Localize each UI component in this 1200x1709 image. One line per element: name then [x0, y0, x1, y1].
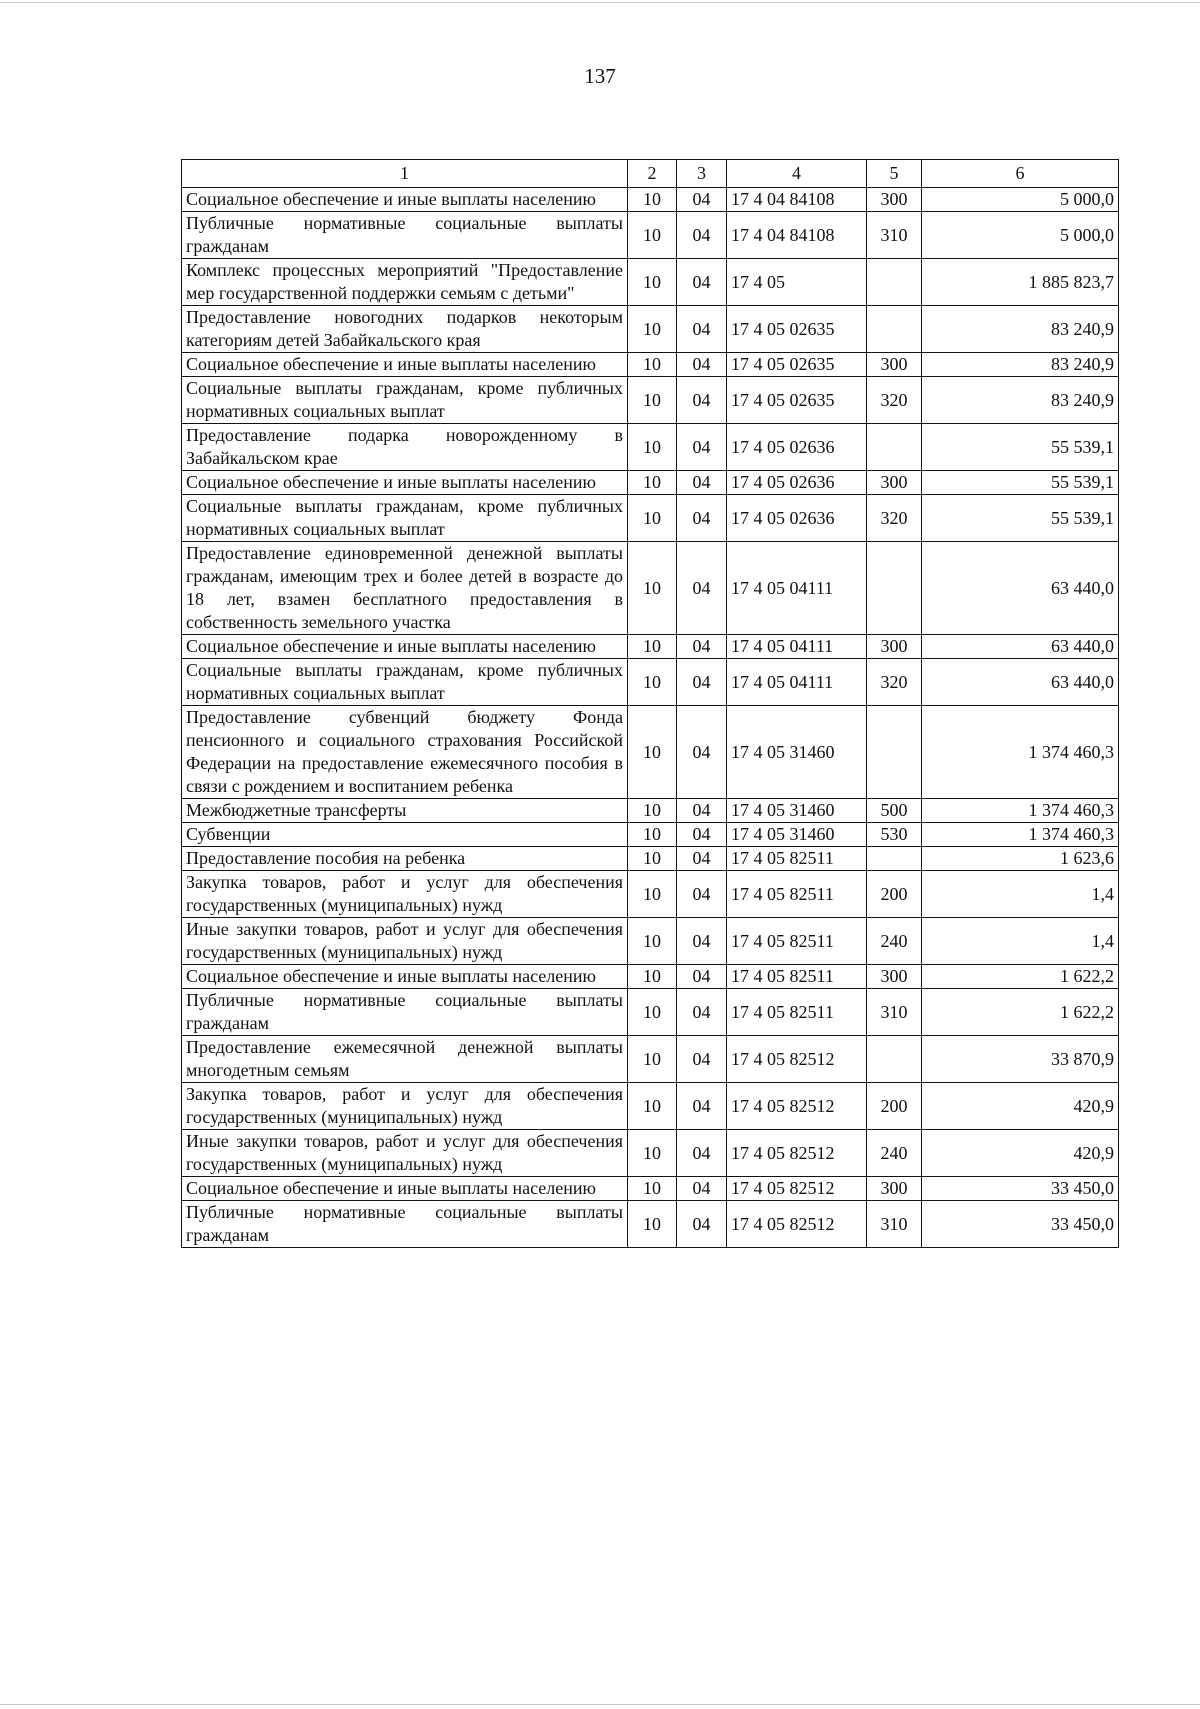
row-section: 10 — [628, 989, 677, 1036]
row-expense-type: 320 — [867, 495, 922, 542]
row-target-code: 17 4 05 82511 — [727, 918, 867, 965]
row-amount: 83 240,9 — [922, 377, 1119, 424]
row-section: 10 — [628, 823, 677, 847]
row-subsection: 04 — [677, 188, 727, 212]
table-row — [182, 542, 1119, 635]
table-row — [182, 871, 1119, 918]
row-amount: 1 622,2 — [922, 989, 1119, 1036]
row-section: 10 — [628, 306, 677, 353]
header-col-3: 3 — [677, 160, 727, 188]
row-name: Иные закупки товаров, работ и услуг для обеспечения государственных (муниципальных) нужд — [182, 918, 628, 965]
row-amount: 63 440,0 — [922, 659, 1119, 706]
table-row — [182, 706, 1119, 799]
row-name: Предоставление субвенций бюджету Фонда пенсионного и социального страхования Российской Федерации на предоставление ежемесячного пособия в связи с рождением и воспитанием ребенка — [182, 706, 628, 799]
table-row — [182, 1201, 1119, 1248]
row-expense-type: 310 — [867, 1201, 922, 1248]
row-target-code: 17 4 05 04111 — [727, 635, 867, 659]
row-name: Предоставление пособия на ребенка — [182, 847, 628, 871]
row-name: Социальное обеспечение и иные выплаты населению — [182, 1177, 628, 1201]
row-subsection: 04 — [677, 1201, 727, 1248]
row-section: 10 — [628, 918, 677, 965]
row-name: Предоставление подарка новорожденному в Забайкальском крае — [182, 424, 628, 471]
table-row — [182, 847, 1119, 871]
row-amount: 55 539,1 — [922, 424, 1119, 471]
table-row — [182, 259, 1119, 306]
row-name: Предоставление единовременной денежной выплаты гражданам, имеющим трех и более детей в возрасте до 18 лет, взамен бесплатного предоставления в собственность земельного участка — [182, 542, 628, 635]
row-subsection: 04 — [677, 871, 727, 918]
row-amount: 83 240,9 — [922, 353, 1119, 377]
row-target-code: 17 4 05 04111 — [727, 659, 867, 706]
row-target-code: 17 4 05 82512 — [727, 1036, 867, 1083]
row-section: 10 — [628, 259, 677, 306]
row-target-code: 17 4 04 84108 — [727, 188, 867, 212]
row-name: Социальные выплаты гражданам, кроме публичных нормативных социальных выплат — [182, 659, 628, 706]
row-section: 10 — [628, 471, 677, 495]
header-col-2: 2 — [628, 160, 677, 188]
table-row — [182, 823, 1119, 847]
row-subsection: 04 — [677, 306, 727, 353]
row-section: 10 — [628, 377, 677, 424]
row-subsection: 04 — [677, 377, 727, 424]
row-target-code: 17 4 05 31460 — [727, 706, 867, 799]
row-target-code: 17 4 05 82511 — [727, 965, 867, 989]
row-target-code: 17 4 05 02635 — [727, 353, 867, 377]
row-amount: 420,9 — [922, 1083, 1119, 1130]
row-amount: 1 885 823,7 — [922, 259, 1119, 306]
table-row — [182, 188, 1119, 212]
row-expense-type: 300 — [867, 1177, 922, 1201]
row-target-code: 17 4 05 04111 — [727, 542, 867, 635]
row-section: 10 — [628, 1177, 677, 1201]
row-expense-type: 200 — [867, 1083, 922, 1130]
row-amount: 33 450,0 — [922, 1201, 1119, 1248]
row-name: Публичные нормативные социальные выплаты гражданам — [182, 1201, 628, 1248]
row-expense-type: 310 — [867, 989, 922, 1036]
row-subsection: 04 — [677, 495, 727, 542]
row-target-code: 17 4 05 02636 — [727, 424, 867, 471]
row-amount: 55 539,1 — [922, 495, 1119, 542]
row-amount: 1,4 — [922, 871, 1119, 918]
budget-table — [181, 159, 1119, 1248]
row-section: 10 — [628, 871, 677, 918]
row-subsection: 04 — [677, 823, 727, 847]
header-col-4: 4 — [727, 160, 867, 188]
header-col-5: 5 — [867, 160, 922, 188]
row-name: Субвенции — [182, 823, 628, 847]
table-row — [182, 635, 1119, 659]
row-name: Комплекс процессных мероприятий "Предоставление мер государственной поддержки семьям с детьми" — [182, 259, 628, 306]
row-target-code: 17 4 05 82512 — [727, 1201, 867, 1248]
row-subsection: 04 — [677, 799, 727, 823]
row-name: Иные закупки товаров, работ и услуг для обеспечения государственных (муниципальных) нужд — [182, 1130, 628, 1177]
row-subsection: 04 — [677, 259, 727, 306]
table-row — [182, 799, 1119, 823]
row-name: Закупка товаров, работ и услуг для обеспечения государственных (муниципальных) нужд — [182, 871, 628, 918]
row-target-code: 17 4 05 82511 — [727, 847, 867, 871]
table-row — [182, 353, 1119, 377]
row-amount: 420,9 — [922, 1130, 1119, 1177]
row-expense-type — [867, 424, 922, 471]
table-row — [182, 471, 1119, 495]
row-name: Социальное обеспечение и иные выплаты населению — [182, 353, 628, 377]
header-col-6: 6 — [922, 160, 1119, 188]
row-expense-type: 300 — [867, 965, 922, 989]
row-amount: 1 374 460,3 — [922, 823, 1119, 847]
row-amount: 1 622,2 — [922, 965, 1119, 989]
row-expense-type: 300 — [867, 471, 922, 495]
table-row — [182, 1130, 1119, 1177]
row-amount: 63 440,0 — [922, 542, 1119, 635]
row-section: 10 — [628, 424, 677, 471]
row-amount: 55 539,1 — [922, 471, 1119, 495]
row-name: Социальное обеспечение и иные выплаты населению — [182, 635, 628, 659]
table-row — [182, 377, 1119, 424]
table-row — [182, 306, 1119, 353]
row-amount: 33 450,0 — [922, 1177, 1119, 1201]
row-name: Закупка товаров, работ и услуг для обеспечения государственных (муниципальных) нужд — [182, 1083, 628, 1130]
row-name: Предоставление ежемесячной денежной выплаты многодетным семьям — [182, 1036, 628, 1083]
row-expense-type: 500 — [867, 799, 922, 823]
table-row — [182, 659, 1119, 706]
row-subsection: 04 — [677, 989, 727, 1036]
row-name: Предоставление новогодних подарков некоторым категориям детей Забайкальского края — [182, 306, 628, 353]
row-section: 10 — [628, 799, 677, 823]
table-row — [182, 1083, 1119, 1130]
row-section: 10 — [628, 965, 677, 989]
row-amount: 1 374 460,3 — [922, 706, 1119, 799]
row-expense-type: 300 — [867, 353, 922, 377]
row-target-code: 17 4 05 02635 — [727, 306, 867, 353]
row-subsection: 04 — [677, 1177, 727, 1201]
row-subsection: 04 — [677, 1036, 727, 1083]
row-subsection: 04 — [677, 212, 727, 259]
row-target-code: 17 4 04 84108 — [727, 212, 867, 259]
row-amount: 1 623,6 — [922, 847, 1119, 871]
row-expense-type: 320 — [867, 659, 922, 706]
row-target-code: 17 4 05 82511 — [727, 989, 867, 1036]
row-target-code: 17 4 05 82511 — [727, 871, 867, 918]
row-name: Социальные выплаты гражданам, кроме публичных нормативных социальных выплат — [182, 377, 628, 424]
table-row — [182, 424, 1119, 471]
row-amount: 5 000,0 — [922, 188, 1119, 212]
row-expense-type: 240 — [867, 918, 922, 965]
row-subsection: 04 — [677, 847, 727, 871]
row-subsection: 04 — [677, 1083, 727, 1130]
row-subsection: 04 — [677, 918, 727, 965]
row-name: Межбюджетные трансферты — [182, 799, 628, 823]
row-section: 10 — [628, 212, 677, 259]
row-section: 10 — [628, 659, 677, 706]
scan-edge-top — [0, 2, 1200, 3]
row-section: 10 — [628, 353, 677, 377]
table-row — [182, 918, 1119, 965]
row-expense-type: 240 — [867, 1130, 922, 1177]
table-row — [182, 212, 1119, 259]
row-expense-type — [867, 1036, 922, 1083]
row-subsection: 04 — [677, 635, 727, 659]
row-subsection: 04 — [677, 1130, 727, 1177]
row-expense-type: 320 — [867, 377, 922, 424]
row-expense-type — [867, 542, 922, 635]
row-name: Публичные нормативные социальные выплаты гражданам — [182, 212, 628, 259]
row-section: 10 — [628, 188, 677, 212]
row-amount: 1,4 — [922, 918, 1119, 965]
row-expense-type: 300 — [867, 635, 922, 659]
row-target-code: 17 4 05 82512 — [727, 1083, 867, 1130]
row-section: 10 — [628, 1130, 677, 1177]
row-section: 10 — [628, 1083, 677, 1130]
row-target-code: 17 4 05 — [727, 259, 867, 306]
row-name: Социальные выплаты гражданам, кроме публичных нормативных социальных выплат — [182, 495, 628, 542]
scan-edge-bottom — [0, 1704, 1200, 1705]
row-target-code: 17 4 05 02636 — [727, 471, 867, 495]
row-target-code: 17 4 05 82512 — [727, 1177, 867, 1201]
row-expense-type: 200 — [867, 871, 922, 918]
row-amount: 63 440,0 — [922, 635, 1119, 659]
row-name: Социальное обеспечение и иные выплаты населению — [182, 965, 628, 989]
row-subsection: 04 — [677, 659, 727, 706]
row-section: 10 — [628, 847, 677, 871]
table-body — [182, 188, 1119, 1248]
row-target-code: 17 4 05 82512 — [727, 1130, 867, 1177]
row-subsection: 04 — [677, 353, 727, 377]
row-subsection: 04 — [677, 706, 727, 799]
row-section: 10 — [628, 1201, 677, 1248]
row-expense-type: 530 — [867, 823, 922, 847]
row-expense-type: 310 — [867, 212, 922, 259]
row-expense-type: 300 — [867, 188, 922, 212]
row-section: 10 — [628, 542, 677, 635]
row-section: 10 — [628, 706, 677, 799]
table-row — [182, 989, 1119, 1036]
row-expense-type — [867, 847, 922, 871]
row-amount: 5 000,0 — [922, 212, 1119, 259]
row-subsection: 04 — [677, 471, 727, 495]
header-row — [182, 160, 1119, 188]
table-row — [182, 965, 1119, 989]
row-target-code: 17 4 05 31460 — [727, 823, 867, 847]
header-col-1: 1 — [182, 160, 628, 188]
row-amount: 83 240,9 — [922, 306, 1119, 353]
table-row — [182, 495, 1119, 542]
table-row — [182, 1177, 1119, 1201]
row-section: 10 — [628, 495, 677, 542]
page-number: 137 — [584, 64, 616, 88]
row-expense-type — [867, 306, 922, 353]
row-amount: 1 374 460,3 — [922, 799, 1119, 823]
row-target-code: 17 4 05 31460 — [727, 799, 867, 823]
row-section: 10 — [628, 1036, 677, 1083]
row-name: Социальное обеспечение и иные выплаты населению — [182, 188, 628, 212]
row-section: 10 — [628, 635, 677, 659]
row-name: Публичные нормативные социальные выплаты гражданам — [182, 989, 628, 1036]
row-expense-type — [867, 259, 922, 306]
row-expense-type — [867, 706, 922, 799]
row-subsection: 04 — [677, 542, 727, 635]
row-amount: 33 870,9 — [922, 1036, 1119, 1083]
row-target-code: 17 4 05 02636 — [727, 495, 867, 542]
table-row — [182, 1036, 1119, 1083]
row-subsection: 04 — [677, 965, 727, 989]
row-subsection: 04 — [677, 424, 727, 471]
row-target-code: 17 4 05 02635 — [727, 377, 867, 424]
row-name: Социальное обеспечение и иные выплаты населению — [182, 471, 628, 495]
